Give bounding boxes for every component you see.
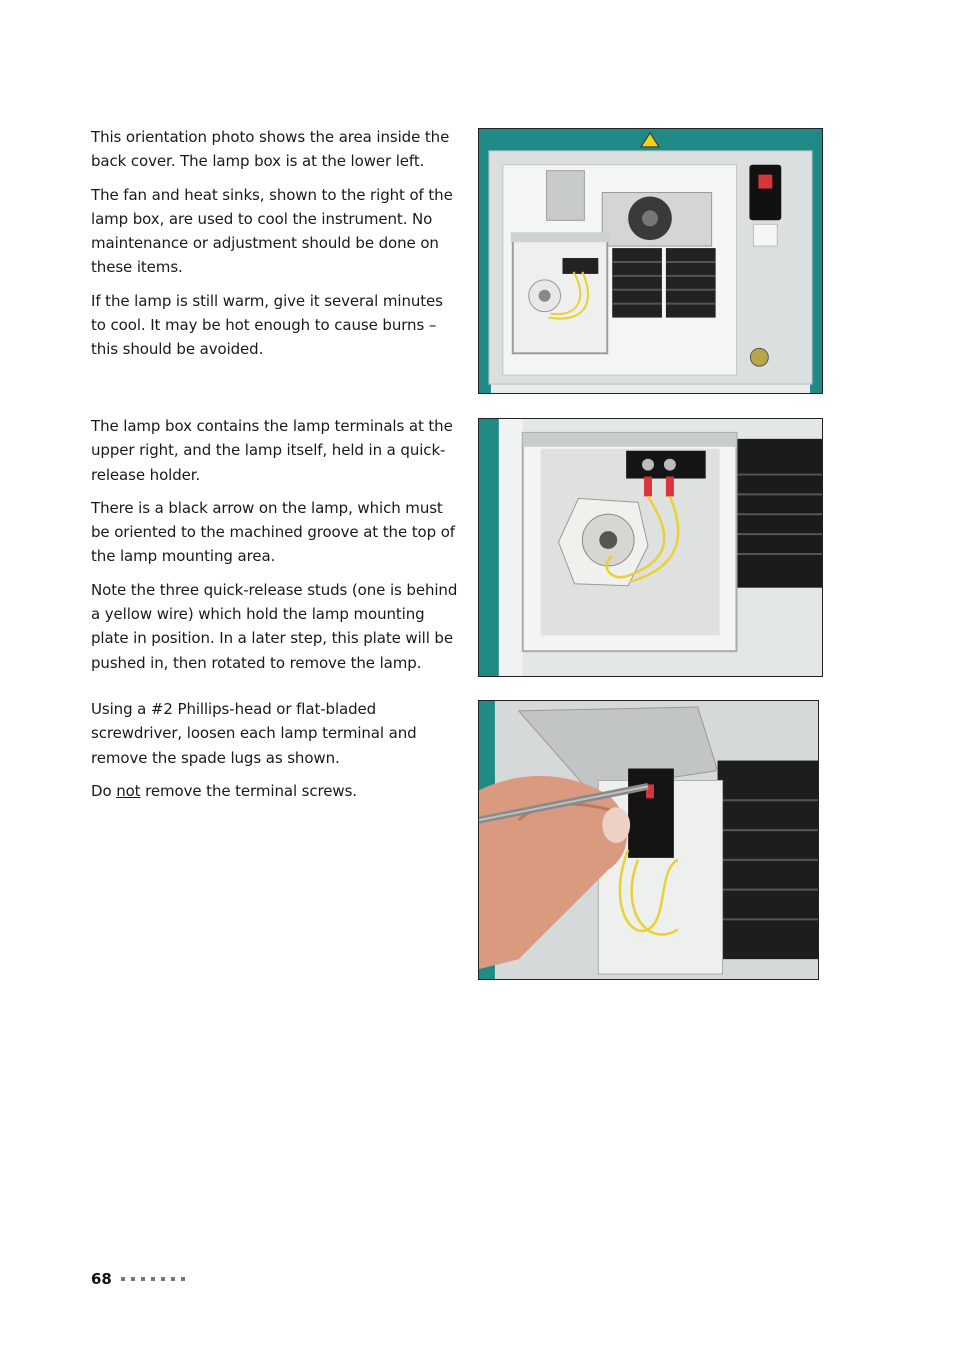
photo-removing-spade-lugs <box>478 700 819 980</box>
photo-lamp-box <box>478 418 823 677</box>
section-terminal-removal-text <box>91 697 461 812</box>
paragraph: The lamp box contains the lamp terminals at the upper right, and the lamp itself, held in a quick-release holder. <box>91 417 453 484</box>
section-lamp-box-text <box>91 414 461 684</box>
page-footer <box>91 1270 185 1288</box>
paragraph <box>91 779 461 803</box>
section-orientation-text <box>91 125 461 371</box>
text-fragment: remove the terminal screws. <box>140 781 357 800</box>
footer-dots <box>121 1277 185 1281</box>
paragraph: Note the three quick-release studs (one is behind a yellow wire) which hold the lamp mounting plate in position. In a later step, this plate will be pushed in, then rotated to remove the lamp. <box>91 580 458 672</box>
page-number: 68 <box>91 1270 112 1288</box>
emphasis-not: not <box>116 781 141 800</box>
paragraph: If the lamp is still warm, give it several minutes to cool. It may be hot enough to cause burns – this should be avoided. <box>91 291 443 359</box>
text-fragment: Do <box>91 781 117 800</box>
photo-back-cover-interior <box>478 128 823 394</box>
paragraph: Using a #2 Phillips-head or flat-bladed screwdriver, loosen each lamp terminal and remove the spade lugs as shown. <box>91 700 417 767</box>
paragraph: The fan and heat sinks, shown to the right of the lamp box, are used to cool the instrument. No maintenance or adjustment should be done on these items. <box>91 185 453 277</box>
paragraph: This orientation photo shows the area inside the back cover. The lamp box is at the lower left. <box>91 128 450 171</box>
paragraph: There is a black arrow on the lamp, which must be oriented to the machined groove at the top of the lamp mounting area. <box>91 498 455 566</box>
